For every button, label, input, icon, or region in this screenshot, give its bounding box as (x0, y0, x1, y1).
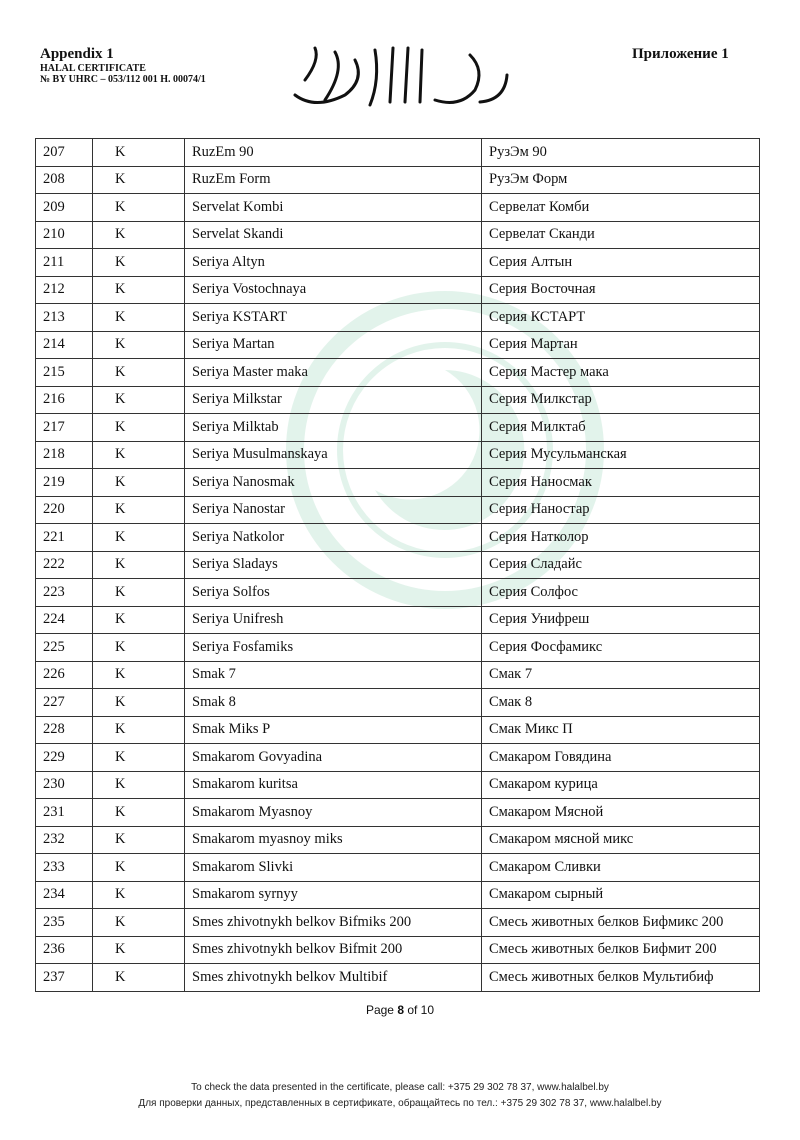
table-row (36, 139, 760, 167)
name-ru: Серия Сладайс (482, 551, 760, 579)
page-suffix: of 10 (404, 1003, 435, 1017)
category: K (93, 744, 185, 772)
name-en: Smakarom Govyadina (185, 744, 482, 772)
table-row (36, 826, 760, 854)
category: K (93, 881, 185, 909)
category: K (93, 359, 185, 387)
row-number: 222 (36, 551, 93, 579)
table-row (36, 551, 760, 579)
appendix-title-ru: Приложение 1 (632, 46, 729, 62)
row-number: 215 (36, 359, 93, 387)
category: K (93, 716, 185, 744)
table-row (36, 166, 760, 194)
name-en: Seriya Unifresh (185, 606, 482, 634)
name-ru: Смак 7 (482, 661, 760, 689)
table-row (36, 799, 760, 827)
name-en: Smak 8 (185, 689, 482, 717)
name-en: Seriya Sladays (185, 551, 482, 579)
name-en: Smakarom myasnoy miks (185, 826, 482, 854)
name-en: Smak Miks P (185, 716, 482, 744)
table-row (36, 496, 760, 524)
table-row (36, 854, 760, 882)
table-row (36, 771, 760, 799)
name-ru: Серия КСТАРТ (482, 304, 760, 332)
name-en: Seriya Musulmanskaya (185, 441, 482, 469)
row-number: 213 (36, 304, 93, 332)
name-en: Smakarom syrnyy (185, 881, 482, 909)
category: K (93, 414, 185, 442)
table-row (36, 716, 760, 744)
name-ru: Сервелат Сканди (482, 221, 760, 249)
table-row (36, 304, 760, 332)
name-ru: Смакаром мясной микс (482, 826, 760, 854)
name-en: Seriya Master maka (185, 359, 482, 387)
name-en: Seriya Vostochnaya (185, 276, 482, 304)
name-en: RuzEm 90 (185, 139, 482, 167)
table-row (36, 441, 760, 469)
category: K (93, 854, 185, 882)
row-number: 231 (36, 799, 93, 827)
product-table (35, 138, 760, 992)
name-ru: Серия Унифреш (482, 606, 760, 634)
page-current: 8 (397, 1003, 404, 1017)
category: K (93, 249, 185, 277)
table-row (36, 386, 760, 414)
category: K (93, 194, 185, 222)
row-number: 227 (36, 689, 93, 717)
table-row (36, 744, 760, 772)
name-en: Smes zhivotnykh belkov Bifmiks 200 (185, 909, 482, 937)
footer-note-ru: Для проверки данных, представленных в сертификате, обращайтесь по тел.: +375 29 302 78 37, www.halalbel.by (138, 1098, 662, 1109)
name-ru: Сервелат Комби (482, 194, 760, 222)
table-row (36, 936, 760, 964)
row-number: 229 (36, 744, 93, 772)
header-left (40, 46, 206, 85)
row-number: 216 (36, 386, 93, 414)
table-row (36, 964, 760, 992)
name-ru: РузЭм 90 (482, 139, 760, 167)
name-en: Seriya Solfos (185, 579, 482, 607)
name-en: Seriya KSTART (185, 304, 482, 332)
row-number: 220 (36, 496, 93, 524)
table-row (36, 689, 760, 717)
row-number: 224 (36, 606, 93, 634)
row-number: 209 (36, 194, 93, 222)
category: K (93, 936, 185, 964)
name-en: Servelat Kombi (185, 194, 482, 222)
row-number: 208 (36, 166, 93, 194)
table-row (36, 249, 760, 277)
row-number: 226 (36, 661, 93, 689)
category: K (93, 661, 185, 689)
category: K (93, 276, 185, 304)
row-number: 214 (36, 331, 93, 359)
name-en: Seriya Martan (185, 331, 482, 359)
row-number: 219 (36, 469, 93, 497)
name-ru: Смакаром курица (482, 771, 760, 799)
table-row (36, 661, 760, 689)
name-ru: Серия Алтын (482, 249, 760, 277)
name-ru: Смак 8 (482, 689, 760, 717)
name-ru: РузЭм Форм (482, 166, 760, 194)
name-en: Seriya Milktab (185, 414, 482, 442)
category: K (93, 496, 185, 524)
name-en: Seriya Altyn (185, 249, 482, 277)
category: K (93, 771, 185, 799)
category: K (93, 634, 185, 662)
category: K (93, 331, 185, 359)
category: K (93, 551, 185, 579)
name-en: Smakarom kuritsa (185, 771, 482, 799)
footer-note-en: To check the data presented in the certificate, please call: +375 29 302 78 37, www.halalbel.by (191, 1082, 609, 1093)
category: K (93, 579, 185, 607)
certificate-label: HALAL CERTIFICATE (40, 62, 146, 74)
row-number: 218 (36, 441, 93, 469)
table-row (36, 634, 760, 662)
category: K (93, 909, 185, 937)
name-ru: Серия Восточная (482, 276, 760, 304)
row-number: 221 (36, 524, 93, 552)
name-ru: Смесь животных белков Мультибиф (482, 964, 760, 992)
category: K (93, 221, 185, 249)
name-en: Smes zhivotnykh belkov Multibif (185, 964, 482, 992)
row-number: 237 (36, 964, 93, 992)
name-en: RuzEm Form (185, 166, 482, 194)
name-ru: Серия Натколор (482, 524, 760, 552)
row-number: 235 (36, 909, 93, 937)
certificate-number: № BY UHRC – 053/112 001 H. 00074/1 (40, 73, 206, 85)
name-ru: Серия Солфос (482, 579, 760, 607)
category: K (93, 964, 185, 992)
name-en: Servelat Skandi (185, 221, 482, 249)
name-ru: Смакаром Говядина (482, 744, 760, 772)
category: K (93, 826, 185, 854)
table-row (36, 359, 760, 387)
basmala-logo (285, 40, 515, 115)
category: K (93, 606, 185, 634)
name-ru: Смакаром сырный (482, 881, 760, 909)
name-en: Smak 7 (185, 661, 482, 689)
category: K (93, 139, 185, 167)
category: K (93, 524, 185, 552)
name-ru: Серия Фосфамикс (482, 634, 760, 662)
row-number: 225 (36, 634, 93, 662)
name-en: Smakarom Myasnoy (185, 799, 482, 827)
row-number: 217 (36, 414, 93, 442)
row-number: 228 (36, 716, 93, 744)
table-row (36, 331, 760, 359)
page-number (0, 1003, 800, 1017)
category: K (93, 441, 185, 469)
name-en: Seriya Fosfamiks (185, 634, 482, 662)
row-number: 207 (36, 139, 93, 167)
name-en: Seriya Nanostar (185, 496, 482, 524)
table-row (36, 606, 760, 634)
table-row (36, 221, 760, 249)
table-row (36, 414, 760, 442)
name-en: Seriya Milkstar (185, 386, 482, 414)
table-row (36, 524, 760, 552)
category: K (93, 469, 185, 497)
name-ru: Смак Микс П (482, 716, 760, 744)
appendix-title: Appendix 1 (40, 46, 114, 62)
category: K (93, 166, 185, 194)
row-number: 236 (36, 936, 93, 964)
name-ru: Серия Наносмак (482, 469, 760, 497)
name-ru: Серия Милктаб (482, 414, 760, 442)
table-row (36, 881, 760, 909)
name-ru: Серия Мартан (482, 331, 760, 359)
category: K (93, 386, 185, 414)
row-number: 233 (36, 854, 93, 882)
row-number: 230 (36, 771, 93, 799)
category: K (93, 799, 185, 827)
row-number: 234 (36, 881, 93, 909)
table-row (36, 194, 760, 222)
row-number: 210 (36, 221, 93, 249)
row-number: 232 (36, 826, 93, 854)
name-ru: Серия Милкстар (482, 386, 760, 414)
name-ru: Серия Мастер мака (482, 359, 760, 387)
name-en: Smakarom Slivki (185, 854, 482, 882)
name-ru: Смесь животных белков Бифмит 200 (482, 936, 760, 964)
page-prefix: Page (365, 1003, 398, 1017)
name-ru: Серия Наностар (482, 496, 760, 524)
name-en: Smes zhivotnykh belkov Bifmit 200 (185, 936, 482, 964)
table-row (36, 469, 760, 497)
row-number: 212 (36, 276, 93, 304)
row-number: 223 (36, 579, 93, 607)
category: K (93, 304, 185, 332)
table-row (36, 579, 760, 607)
name-ru: Смакаром Сливки (482, 854, 760, 882)
table-row (36, 276, 760, 304)
category: K (93, 689, 185, 717)
name-ru: Смесь животных белков Бифмикс 200 (482, 909, 760, 937)
row-number: 211 (36, 249, 93, 277)
name-ru: Серия Мусульманская (482, 441, 760, 469)
name-en: Seriya Natkolor (185, 524, 482, 552)
table-row (36, 909, 760, 937)
name-en: Seriya Nanosmak (185, 469, 482, 497)
name-ru: Смакаром Мясной (482, 799, 760, 827)
